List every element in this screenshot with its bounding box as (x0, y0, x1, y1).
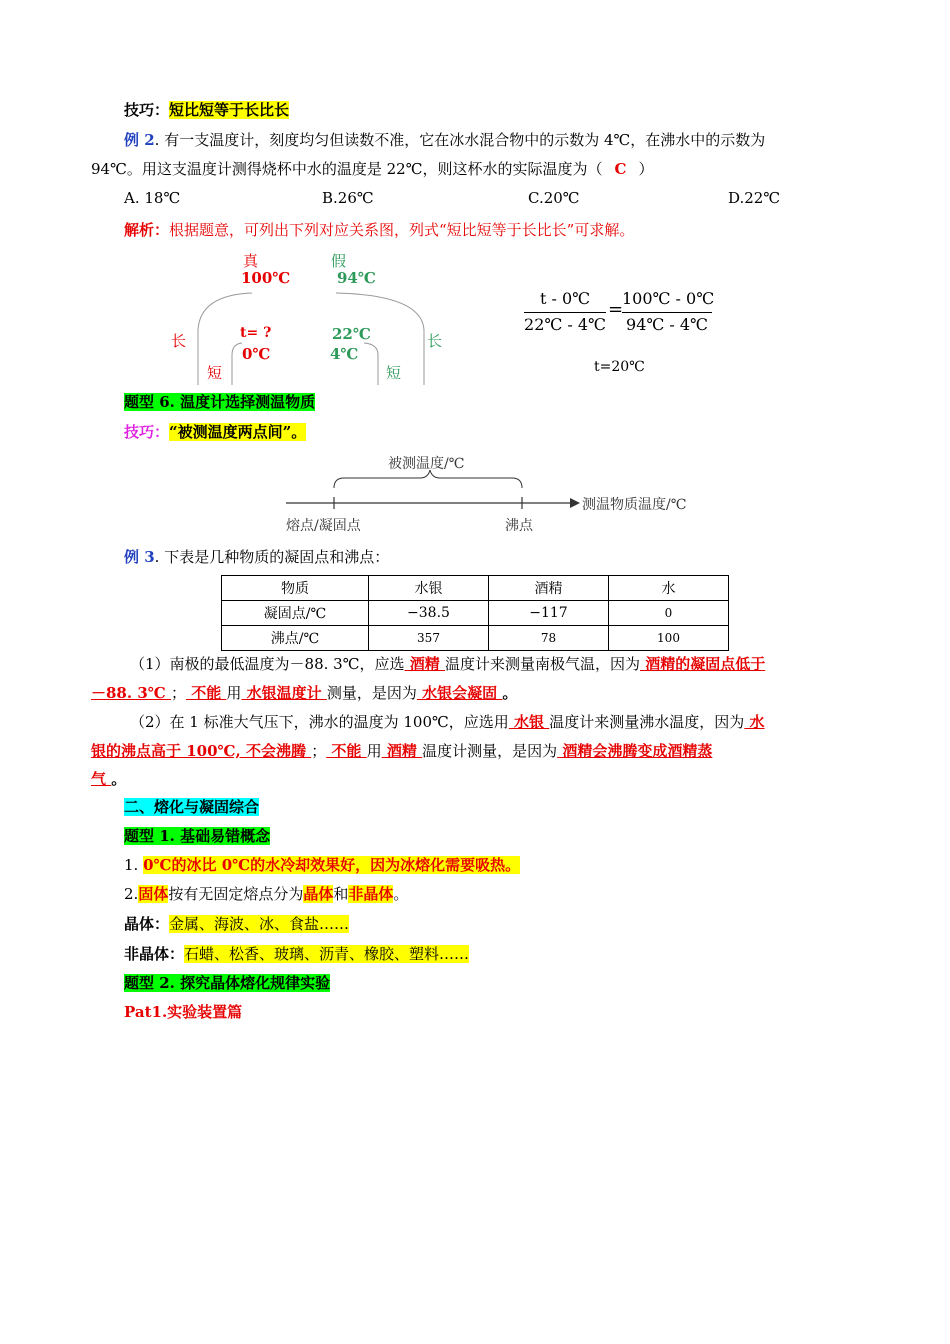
diagram-long-right: 长 (427, 332, 443, 350)
diagram-true-top: 100℃ (241, 269, 291, 287)
type6-heading (124, 392, 315, 412)
example2-text2: 94℃。用这支温度计测得烧杯中水的温度是 22℃，则这杯水的实际温度为（ (91, 160, 603, 178)
example3-label: 例 3 (124, 548, 155, 566)
q1-answer-fill: －88. 3℃ (91, 684, 171, 702)
diagram-true-label: 真 (243, 252, 259, 270)
example3-line (124, 547, 389, 567)
type1-text: 题型 1. 基础易错概念 (124, 827, 271, 845)
analysis-text: 根据题意，可列出下列对应关系图，列式“短比短等于长比长”可求解。 (169, 221, 635, 239)
concept1-text: 0℃的冰比 0℃的水冷却效果好，因为冰熔化需要吸热。 (143, 856, 521, 874)
q1-answer-fill: 酒精的凝固点低于 (639, 655, 766, 673)
q1-answer-fill: 水银温度计 (241, 684, 327, 702)
diagram-short-left: 短 (207, 364, 223, 382)
q2-answer-fill: 酒精会沸腾变成酒精蒸 (557, 742, 713, 760)
concept2-crystal: 晶体 (303, 885, 334, 903)
brace-label: 被测温度/℃ (388, 456, 465, 472)
example2-text1: . 有一支温度计，刻度均匀但读数不准，它在冰水混合物中的示数为 4℃，在沸水中的示数为 (154, 131, 766, 149)
diagram-fake-label: 假 (331, 252, 347, 270)
question2-line3 (91, 769, 126, 789)
table-cell: −38.5 (369, 601, 489, 626)
q2-answer-fill: 水 (744, 713, 765, 731)
q2-answer-fill: 银的沸点高于 100℃, 不会沸腾 (91, 742, 312, 760)
analysis-line (124, 220, 634, 240)
crystal-label: 晶体： (124, 915, 170, 933)
amorphous-label: 非晶体： (124, 945, 185, 963)
q1-text: 测量，是因为 (326, 684, 417, 702)
formula-bar-right (622, 312, 712, 313)
question1-line2 (91, 683, 517, 703)
option-c: C.20℃ (528, 189, 580, 207)
diagram-brackets (160, 245, 450, 395)
concept2-line (124, 884, 408, 904)
formula-denominator-left: 22℃ - 4℃ (524, 315, 606, 334)
pat1-heading: Pat1.实验装置篇 (124, 1003, 243, 1021)
formula-numerator-right: 100℃ - 0℃ (622, 289, 715, 308)
table-header: 水 (609, 576, 729, 601)
q1-text: 温度计来测量南极气温，因为 (444, 655, 640, 673)
q1-text: ； (170, 684, 186, 702)
table-row (222, 601, 729, 626)
concept2-text: 。 (393, 885, 409, 903)
concept2-text: 和 (333, 885, 349, 903)
crystal-line (124, 914, 349, 934)
diagram-true-bottom: 0℃ (242, 345, 271, 363)
q1-answer-fill: 水银会凝固 (416, 684, 503, 702)
tip2-text: “被测温度两点间”。 (169, 423, 307, 441)
amorphous-examples: 石蜡、松香、玻璃、沥青、橡胶、塑料…… (184, 945, 470, 963)
data-table (221, 575, 729, 651)
type6-text: 题型 6. 温度计选择测温物质 (124, 393, 316, 411)
q2-text: 。 (111, 770, 127, 788)
q2-answer-fill: 酒精 (381, 742, 423, 760)
example2-close: ） (638, 160, 654, 178)
tip2-line (124, 422, 306, 442)
tip-label: 技巧： (124, 101, 170, 119)
q1-text: 用 (226, 684, 242, 702)
tip-line (124, 100, 289, 120)
diagram-fake-bottom: 4℃ (330, 345, 359, 363)
table-header: 酒精 (489, 576, 609, 601)
q2-text: 温度计测量，是因为 (422, 742, 558, 760)
concept1-line (124, 855, 520, 875)
q2-answer-fill: 不能 (326, 742, 367, 760)
diagram-long-left: 长 (171, 332, 187, 350)
table-row (222, 626, 729, 651)
q2-text: 温度计来测量沸水温度，因为 (549, 713, 745, 731)
type2-heading (124, 973, 330, 993)
q1-text: 。 (502, 684, 518, 702)
concept2-number: 2. (124, 885, 139, 903)
tip2-label: 技巧： (124, 423, 170, 441)
amorphous-line (124, 944, 469, 964)
table-cell: 沸点/℃ (222, 626, 369, 651)
q1-text: （1）南极的最低温度为－88. 3℃，应选 (130, 655, 405, 673)
table-cell: 凝固点/℃ (222, 601, 369, 626)
melting-point-label: 熔点/凝固点 (286, 518, 361, 534)
concept2-text: 按有无固定熔点分为 (168, 885, 304, 903)
formula-numerator-left: t - 0℃ (539, 289, 591, 308)
axis-label: 测温物质温度/℃ (582, 497, 687, 513)
table-header: 物质 (222, 576, 369, 601)
boiling-point-label: 沸点 (505, 518, 533, 534)
question1-line1 (130, 654, 765, 674)
example2-label: 例 2 (124, 131, 155, 149)
table-cell: 100 (609, 626, 729, 651)
section2-text: 二、熔化与凝固综合 (124, 798, 260, 816)
q1-answer-fill: 酒精 (404, 655, 445, 673)
type2-text: 题型 2. 探究晶体熔化规律实验 (124, 974, 331, 992)
table-header-row (222, 576, 729, 601)
option-d: D.22℃ (728, 189, 781, 207)
crystal-examples: 金属、海波、冰、食盐…… (169, 915, 350, 933)
formula-result: t=20℃ (594, 359, 645, 375)
q2-answer-fill: 水银 (508, 713, 550, 731)
example3-text: . 下表是几种物质的凝固点和沸点： (154, 548, 390, 566)
concept1-number: 1. (124, 856, 144, 874)
diagram-fake-top: 94℃ (337, 269, 376, 287)
formula-denominator-right: 94℃ - 4℃ (626, 315, 708, 334)
example2-question-line2 (91, 159, 653, 179)
example2-answer: C (614, 160, 627, 178)
table-header: 水银 (369, 576, 489, 601)
diagram-fake-mid: 22℃ (332, 325, 371, 343)
q2-text: （2）在 1 标准大气压下，沸水的温度为 100℃，应选用 (130, 713, 509, 731)
question2-line2 (91, 741, 712, 761)
formula-bar-left (524, 312, 606, 313)
concept2-solid: 固体 (138, 885, 169, 903)
diagram-true-mid: t= ? (240, 325, 272, 341)
section2-heading (124, 797, 259, 817)
q2-text: ； (311, 742, 327, 760)
formula-equals: = (608, 299, 624, 320)
q1-answer-fill: 不能 (185, 684, 227, 702)
tip-text: 短比短等于长比长 (169, 101, 290, 119)
table-cell: 357 (369, 626, 489, 651)
example2-question-line1 (124, 130, 765, 150)
number-line-svg (280, 470, 580, 516)
analysis-label: 解析： (124, 221, 170, 239)
table-cell: −117 (489, 601, 609, 626)
concept2-amorphous: 非晶体 (348, 885, 394, 903)
type1-heading (124, 826, 270, 846)
option-a: A. 18℃ (124, 189, 181, 207)
q2-answer-fill: 气 (91, 770, 112, 788)
diagram-short-right: 短 (386, 364, 402, 382)
table-cell: 0 (609, 601, 729, 626)
q2-text: 用 (366, 742, 382, 760)
table-cell: 78 (489, 626, 609, 651)
option-b: B.26℃ (322, 189, 374, 207)
question2-line1 (130, 712, 765, 732)
